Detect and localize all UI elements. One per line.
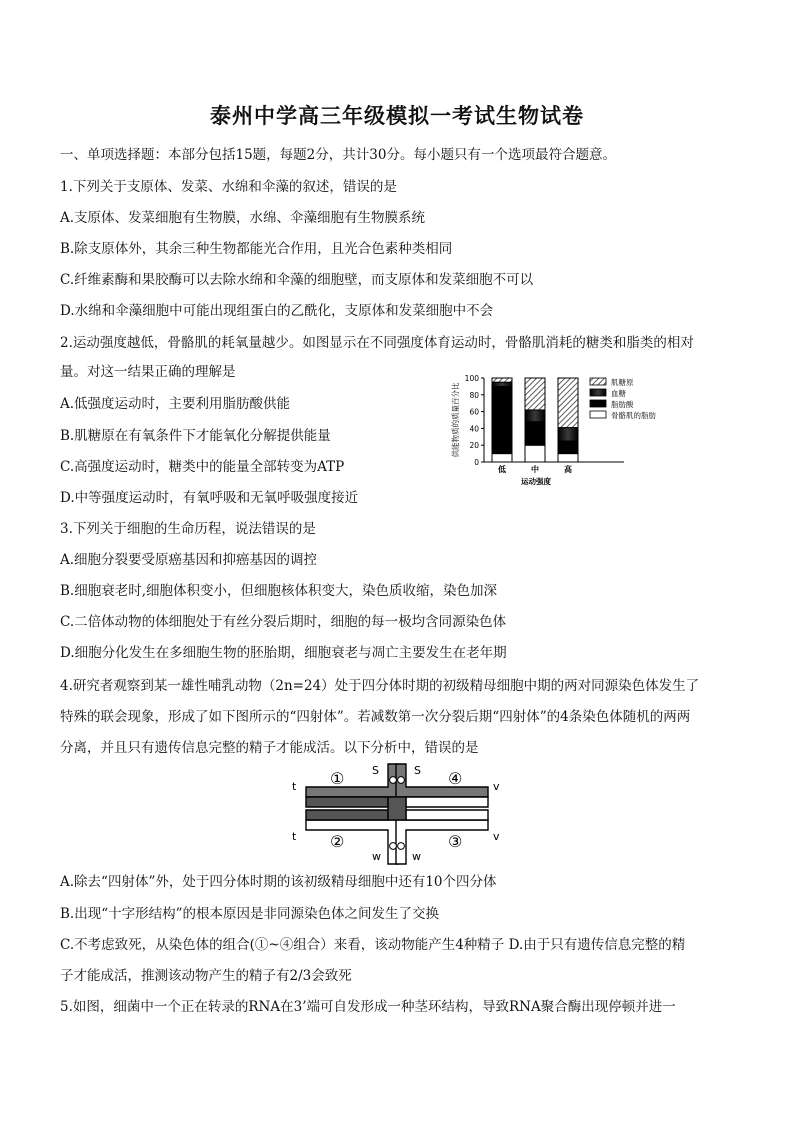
q2-option-c: C.高强度运动时，糖类中的能量全部转变为ATP <box>60 459 345 475</box>
bar-segment <box>525 445 545 462</box>
q3-option-b: B.细胞衰老时,细胞体积变小，但细胞核体积变大，染色质收缩，染色加深 <box>60 583 498 599</box>
arm-1b <box>306 797 388 807</box>
bar-segment <box>558 378 578 428</box>
bar-segment <box>492 454 512 462</box>
bar-segment <box>492 382 512 386</box>
q2-stem-line2: 量。对这一结果正确的理解是 <box>60 364 236 380</box>
arm-label-2: ② <box>330 832 345 851</box>
bar-segment <box>558 441 578 454</box>
gene-label-w-left: w <box>372 850 381 863</box>
gene-label-s-left: S <box>372 764 379 777</box>
q4-option-b: B.出现“十字形结构”的根本原因是非同源染色体之间发生了交换 <box>60 906 440 922</box>
legend-label: 脂肪酸 <box>611 400 634 409</box>
arm-label-3: ③ <box>448 832 463 851</box>
arm-3 <box>396 820 488 864</box>
q4-stem-line1: 4.研究者观察到某一雄性哺乳动物（2n=24）处于四分体时期的初级精母细胞中期的两对同源染色体发生了 <box>60 678 700 694</box>
q3-option-c: C.二倍体动物的体细胞处于有丝分裂后期时，细胞的每一极均含同源染色体 <box>60 614 507 630</box>
arm-2b <box>306 810 388 820</box>
q2-stem-line1: 2.运动强度越低，骨骼肌的耗氧量越少。如图显示在不同强度体育运动时，骨骼肌消耗的糖类和脂类的相对 <box>60 335 694 351</box>
centromere-bottom-right <box>398 843 405 850</box>
q2-option-a: A.低强度运动时，主要利用脂肪酸供能 <box>60 396 291 412</box>
bar-segment <box>492 386 512 453</box>
q4-option-a: A.除去“四射体”外，处于四分体时期的该初级精母细胞中还有10个四分体 <box>60 874 497 890</box>
y-tick-label: 100 <box>464 374 479 383</box>
q3-stem: 3.下列关于细胞的生命历程，说法错误的是 <box>60 521 316 537</box>
x-tick-label: 低 <box>498 465 506 474</box>
q3-option-d: D.细胞分化发生在多细胞生物的胚胎期，细胞衰老与凋亡主要发生在老年期 <box>60 645 507 661</box>
legend-label: 血糖 <box>611 389 626 398</box>
arm-4 <box>396 764 488 797</box>
q1-option-d: D.水绵和伞藻细胞中可能出现组蛋白的乙酰化，支原体和发菜细胞中不会 <box>60 303 494 319</box>
quadrivalent-cross-figure <box>288 762 506 866</box>
q4-stem-line3: 分离，并且只有遗传信息完整的精子才能成活。以下分析中，错误的是 <box>60 740 479 756</box>
arm-2 <box>306 820 398 864</box>
y-tick-label: 60 <box>469 407 479 417</box>
gene-label-t-top: t <box>292 780 297 793</box>
legend-label: 肌糖原 <box>611 378 634 387</box>
arm-label-1: ① <box>330 769 345 788</box>
y-tick-label: 80 <box>469 390 479 400</box>
arm-3b <box>406 810 488 820</box>
q5-stem-line1: 5.如图，细菌中一个正在转录的RNA在3’端可自发形成一种茎环结构，导致RNA聚合酶出现停顿并进一 <box>60 999 676 1015</box>
gene-label-s-right: S <box>414 764 421 777</box>
y-tick-label: 0 <box>474 458 479 467</box>
bar-segment <box>525 410 545 422</box>
bar-segment <box>492 378 512 382</box>
section-heading: 一、单项选择题：本部分包括15题，每题2分，共计30分。每小题只有一个选项最符合题意。 <box>60 147 616 163</box>
arm-4b <box>406 797 488 807</box>
x-tick-label: 高 <box>564 465 572 474</box>
q4-stem-line2: 特殊的联会现象，形成了如下图所示的“四射体”。若减数第一次分裂后期“四射体”的4条染色体随机的两两 <box>60 709 691 725</box>
y-axis-label: 供能物质的质量百分比 <box>451 382 460 458</box>
gene-label-w-right: w <box>412 850 421 863</box>
page-title: 泰州中学高三年级模拟一考试生物试卷 <box>210 104 584 128</box>
q4-option-c: C.不考虑致死，从染色体的组合(①~④组合）来看，该动物能产生4种精子 D.由于只有遗传信息完整的精 <box>60 937 686 953</box>
x-axis-label: 运动强度 <box>521 477 551 486</box>
legend-swatch <box>590 411 606 418</box>
legend-swatch <box>590 400 606 407</box>
q3-option-a: A.细胞分裂要受原癌基因和抑癌基因的调控 <box>60 552 318 568</box>
legend-swatch <box>590 389 606 396</box>
arm-label-4: ④ <box>448 769 463 788</box>
q1-option-b: B.除支原体外，其余三种生物都能光合作用，且光合色素种类相同 <box>60 241 453 257</box>
legend-swatch <box>590 378 606 385</box>
q1-option-c: C.纤维素酶和果胶酶可以去除水绵和伞藻的细胞壁，而支原体和发菜细胞不可以 <box>60 272 534 288</box>
legend-label: 骨骼肌的脂肪 <box>611 411 656 420</box>
gene-label-t-bottom: t <box>292 830 297 843</box>
x-tick-label: 中 <box>531 465 539 474</box>
gene-label-v-bottom: v <box>493 830 500 843</box>
centromere-top-right <box>398 777 405 784</box>
q2-option-d: D.中等强度运动时，有氧呼吸和无氧呼吸强度接近 <box>60 490 359 506</box>
q1-option-a: A.支原体、发菜细胞有生物膜，水绵、伞藻细胞有生物膜系统 <box>60 210 426 226</box>
y-tick-label: 40 <box>469 424 479 434</box>
centromere-bottom-left <box>390 843 397 850</box>
y-tick-label: 20 <box>469 441 479 451</box>
q1-stem: 1.下列关于支原体、发菜、水绵和伞藻的叙述，错误的是 <box>60 179 397 195</box>
bar-segment <box>558 454 578 462</box>
stacked-bar-chart <box>448 370 710 488</box>
bar-segment <box>525 378 545 410</box>
centromere-top-left <box>390 777 397 784</box>
q4-option-c-cont: 子才能成活，推测该动物产生的精子有2/3会致死 <box>60 968 352 984</box>
bar-segment <box>558 428 578 441</box>
gene-label-v-top: v <box>493 780 500 793</box>
q2-option-b: B.肌糖原在有氧条件下才能氧化分解提供能量 <box>60 428 331 444</box>
arm-1 <box>306 764 398 797</box>
bar-segment <box>525 422 545 446</box>
centre-block <box>388 797 406 820</box>
